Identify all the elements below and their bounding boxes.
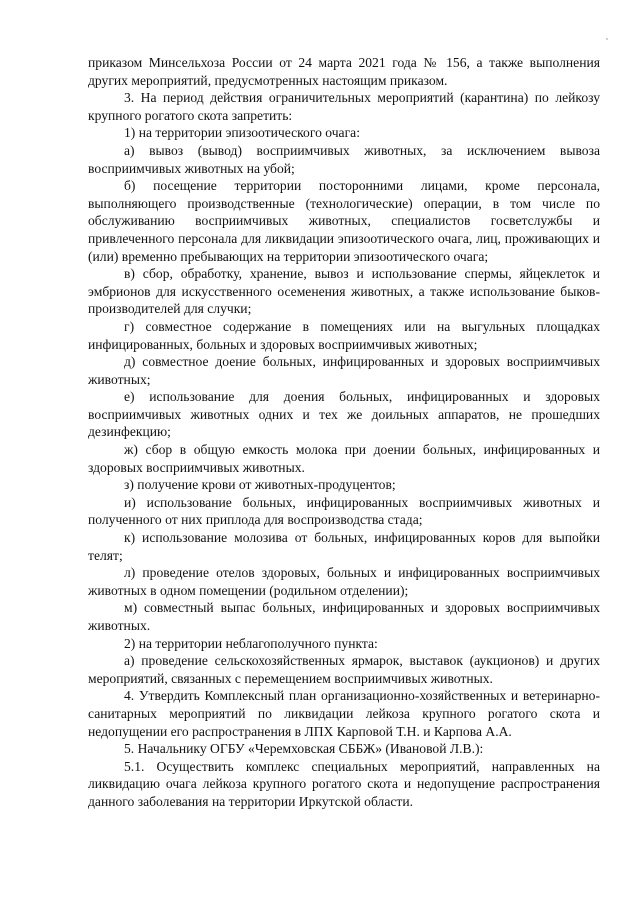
paragraph-subitem-b: б) посещение территории посторонними лицами, кроме персонала, выполняющего производственные (технологические) операции, в том числе по обслуживанию восприимчивых животных, специалистов госветслужбы и привлеченного персонала для ликвидации эпизоотического очага, лиц, проживающих и (или) временно пребывающих на территории эпизоотического очага; — [88, 178, 600, 264]
paragraph-subitem-zh: ж) сбор в общую емкость молока при доении больных, инфицированных и здоровых восприимчивых животных. — [88, 442, 600, 475]
paragraph-item-4: 4. Утвердить Комплексный план организационно-хозяйственных и ветеринарно-санитарных мероприятий по ликвидации лейкоза крупного рогатого скота и недопущении его распространения в ЛПХ Карповой Т.Н. и Карпова А.А. — [88, 688, 600, 739]
paragraph-subitem-a: а) вывоз (вывод) восприимчивых животных, за исключением вывоза восприимчивых животных на убой; — [88, 142, 600, 176]
paragraph-subitem-l: л) проведение отелов здоровых, больных и инфицированных восприимчивых животных в одном помещении (родильном отделении); — [88, 565, 600, 598]
paragraph-order-reference: приказом Минсельхоза России от 24 марта 2021 года № 156, а также выполнения других мероприятий, предусмотренных настоящим приказом. — [88, 55, 600, 88]
paragraph-subitem-g: г) совместное содержание в помещениях или на выгульных площадках инфицированных, больных и здоровых восприимчивых животных; — [88, 318, 600, 352]
document-page — [88, 54, 600, 811]
paragraph-subitem-1: 1) на территории эпизоотического очага: — [124, 125, 360, 141]
paragraph-subitem-z: з) получение крови от животных-продуцентов; — [124, 477, 396, 493]
paragraph-item-5-1: 5.1. Осуществить комплекс специальных мероприятий, направленных на ликвидацию очага лейкоза крупного рогатого скота и недопущение распространения данного заболевания на территории Иркутской области. — [88, 758, 600, 809]
paragraph-subitem-2a: а) проведение сельскохозяйственных ярмарок, выставок (аукционов) и других мероприятий, связанных с перемещением восприимчивых животных. — [88, 653, 600, 686]
paragraph-item-5: 5. Начальнику ОГБУ «Черемховская СББЖ» (Ивановой Л.В.): — [124, 741, 484, 757]
scan-artifact-dot — [606, 38, 608, 40]
paragraph-subitem-k: к) использование молозива от больных, инфицированных коров для выпойки телят; — [88, 530, 600, 563]
paragraph-subitem-e: е) использование для доения больных, инфицированных и здоровых восприимчивых животных одних и тех же доильных аппаратов, не прошедших дезинфекцию; — [88, 389, 600, 440]
paragraph-subitem-m: м) совместный выпас больных, инфицированных и здоровых восприимчивых животных. — [88, 600, 600, 633]
paragraph-subitem-d: д) совместное доение больных, инфицированных и здоровых восприимчивых животных; — [88, 354, 600, 387]
paragraph-item-3: 3. На период действия ограничительных мероприятий (карантина) по лейкозу крупного рогатого скота запретить: — [88, 90, 600, 123]
paragraph-subitem-2: 2) на территории неблагополучного пункта: — [124, 635, 378, 651]
paragraph-subitem-v: в) сбор, обработку, хранение, вывоз и использование спермы, яйцеклеток и эмбрионов для искусственного осеменения животных, а также использование быков-производителей для случки; — [88, 266, 600, 317]
paragraph-subitem-i: и) использование больных, инфицированных восприимчивых животных и полученного от них приплода для воспроизводства стада; — [88, 494, 600, 528]
